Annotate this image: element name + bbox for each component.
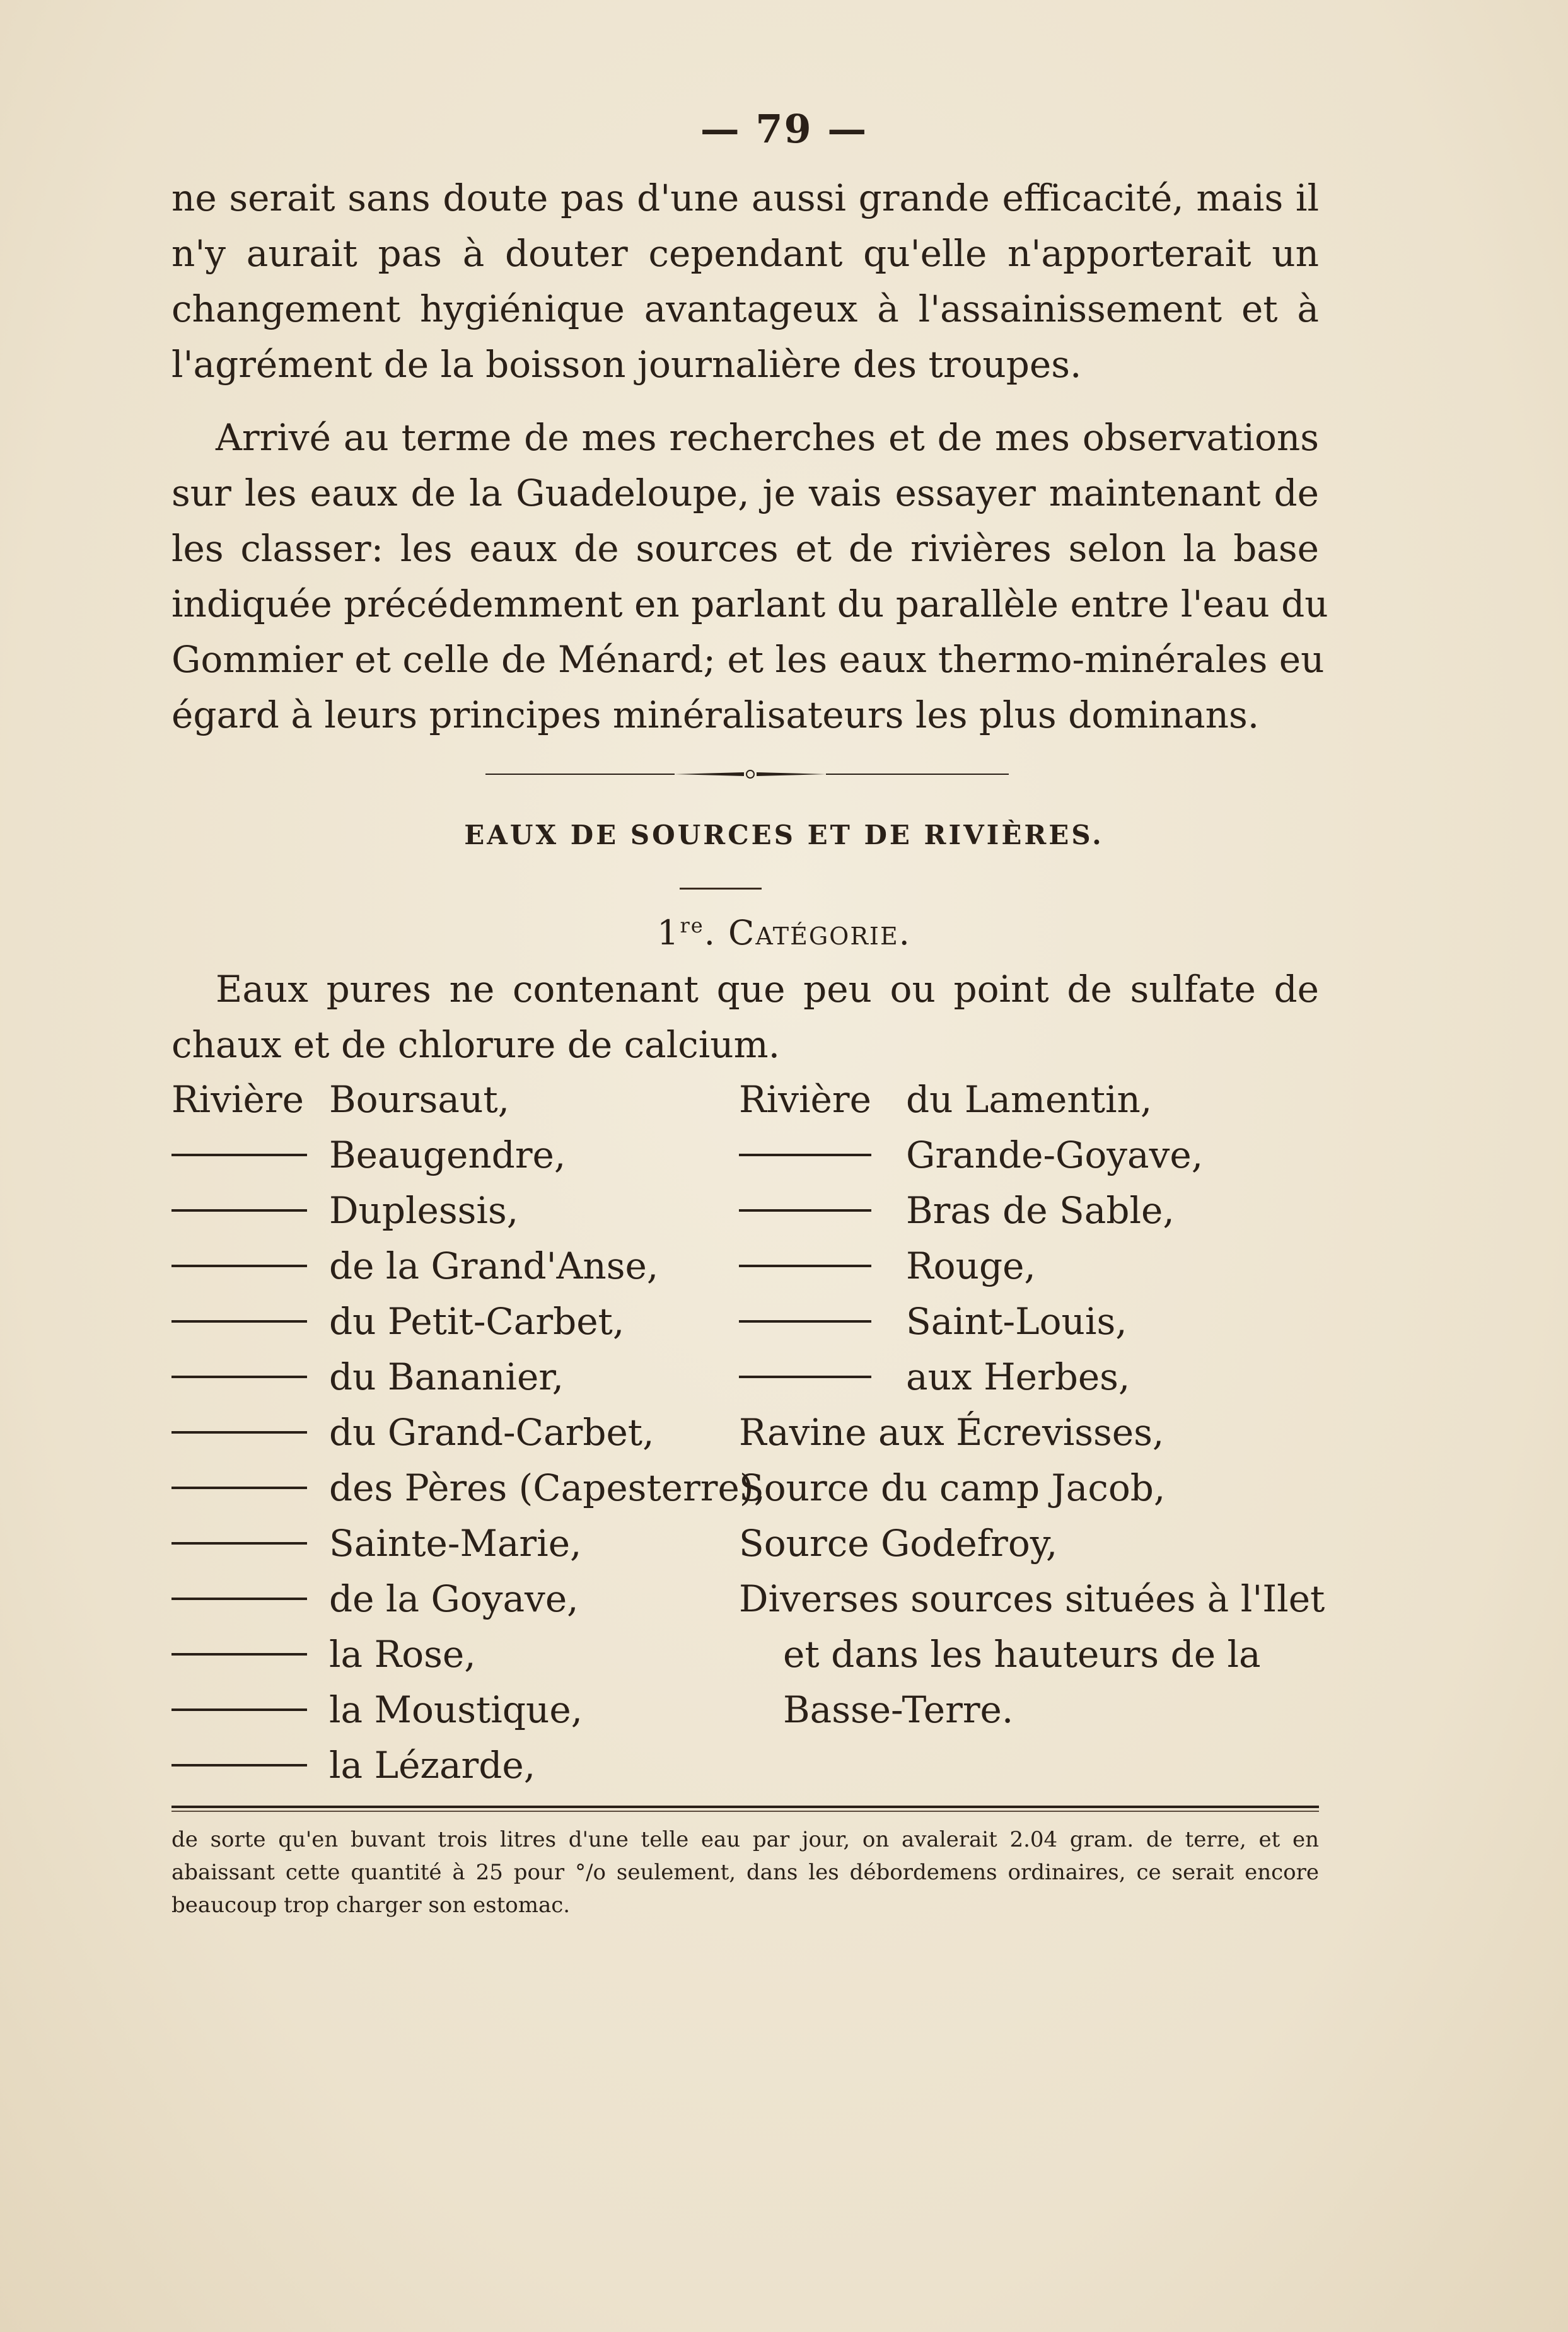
text-line: ne serait sans doute pas d'une aussi grande efficacité, mais il: [171, 177, 1319, 219]
source-name: Source du camp Jacob,: [739, 1466, 1166, 1509]
heading-underline: [680, 888, 762, 890]
list-item: [171, 1072, 739, 1127]
list-item: [171, 1516, 739, 1571]
list-item: [171, 1238, 739, 1294]
river-name: du Petit-Carbet,: [329, 1300, 625, 1343]
list-item: [171, 1460, 765, 1516]
river-name: des Pères (Capesterre),: [329, 1466, 765, 1509]
river-name: du Grand-Carbet,: [329, 1411, 654, 1454]
list-item: [171, 1405, 739, 1460]
list-item: [171, 1682, 739, 1737]
category-description: [171, 961, 1319, 1072]
river-name: Rouge,: [906, 1244, 1036, 1287]
river-name: du Bananier,: [329, 1355, 564, 1398]
source-name: Diverses sources situées à l'Ilet: [739, 1577, 1325, 1620]
list-item: [739, 1405, 1319, 1460]
list-item: [739, 1294, 1319, 1349]
river-name: Saint-Louis,: [906, 1300, 1127, 1343]
page-number: — 79 —: [700, 106, 868, 152]
text-line: Gommier et celle de Ménard; et les eaux thermo-minérales eu: [171, 638, 1325, 681]
ditto-dash: [171, 1320, 307, 1323]
list-item: [171, 1183, 739, 1238]
footnote-line: de sorte qu'en buvant trois litres d'une telle eau par jour, on avalerait 2.04 gram. de terre, et en: [171, 1827, 1319, 1852]
list-item: [171, 1349, 739, 1405]
list-item: [171, 1127, 739, 1183]
text-line: indiquée précédemment en parlant du parallèle entre l'eau du: [171, 583, 1328, 625]
river-name: Bras de Sable,: [906, 1189, 1175, 1232]
text-line: les classer: les eaux de sources et de rivières selon la base: [171, 527, 1319, 570]
river-label: Rivière: [739, 1078, 871, 1121]
text-line: Arrivé au terme de mes recherches et de mes observations: [216, 416, 1319, 459]
source-name: et dans les hauteurs de la: [783, 1633, 1261, 1676]
source-name: Basse-Terre.: [783, 1688, 1014, 1731]
river-name: de la Goyave,: [329, 1577, 579, 1620]
ditto-dash: [739, 1154, 871, 1156]
text-line: changement hygiénique avantageux à l'assainissement et à: [171, 287, 1319, 330]
ditto-dash: [739, 1265, 871, 1267]
ditto-dash: [171, 1653, 307, 1656]
left-column: [171, 1072, 765, 1793]
ditto-dash: [171, 1376, 307, 1378]
ditto-dash: [739, 1320, 871, 1323]
footnote-line: abaissant cette quantité à 25 pour °/o seulement, dans les débordemens ordinaires, ce serait encore: [171, 1860, 1319, 1885]
ditto-dash: [171, 1764, 307, 1766]
category-title: [0, 913, 1568, 953]
ditto-dash: [171, 1154, 307, 1156]
right-column: [739, 1072, 1325, 1737]
ditto-dash: [171, 1209, 307, 1212]
ditto-dash: [171, 1542, 307, 1545]
list-item: [739, 1571, 1325, 1627]
text-line: chaux et de chlorure de calcium.: [171, 1023, 781, 1066]
paragraph-continuation: [171, 170, 1319, 392]
ditto-dash: [171, 1265, 307, 1267]
ditto-dash: [739, 1209, 871, 1212]
footnote-rule-thin: [171, 1811, 1319, 1812]
text-line: égard à leurs principes minéralisateurs les plus dominans.: [171, 693, 1260, 736]
text-line: sur les eaux de la Guadeloupe, je vais essayer maintenant de: [171, 472, 1319, 514]
list-item: [171, 1294, 739, 1349]
river-name: de la Grand'Anse,: [329, 1244, 659, 1287]
footnote-rule: [171, 1806, 1319, 1808]
river-name: aux Herbes,: [906, 1355, 1130, 1398]
ditto-dash: [171, 1487, 307, 1489]
ditto-dash: [171, 1431, 307, 1434]
list-item: [171, 1571, 739, 1627]
list-item: [171, 1627, 739, 1682]
list-item: [171, 1737, 739, 1793]
river-name: Beaugendre,: [329, 1134, 566, 1176]
source-name: Source Godefroy,: [739, 1522, 1058, 1565]
footnote: [171, 1823, 1319, 1922]
river-name: Boursaut,: [329, 1078, 510, 1121]
ditto-dash: [171, 1598, 307, 1600]
ditto-dash: [739, 1376, 871, 1378]
list-item: [739, 1349, 1319, 1405]
river-name: la Lézarde,: [329, 1744, 536, 1787]
river-name: Sainte-Marie,: [329, 1522, 582, 1565]
category-superscript: re: [680, 914, 704, 937]
text-line: n'y aurait pas à douter cependant qu'elle n'apporterait un: [171, 232, 1319, 275]
paragraph-classification: [171, 410, 1328, 743]
river-name: la Rose,: [329, 1633, 476, 1676]
river-name: Duplessis,: [329, 1189, 519, 1232]
list-item: [739, 1183, 1319, 1238]
ornamental-divider: [485, 769, 1009, 779]
footnote-line: beaucoup trop charger son estomac.: [171, 1893, 571, 1918]
category-label: . Catégorie.: [704, 913, 911, 953]
category-number: 1: [657, 913, 680, 953]
river-label: Rivière: [171, 1078, 304, 1121]
section-heading: EAUX DE SOURCES ET DE RIVIÈRES.: [464, 820, 1104, 850]
list-item: [739, 1072, 1319, 1127]
river-name: du Lamentin,: [906, 1078, 1153, 1121]
list-item-continuation: [739, 1682, 1319, 1737]
text-line: Eaux pures ne contenant que peu ou point de sulfate de: [216, 968, 1319, 1011]
text-line: l'agrément de la boisson journalière des troupes.: [171, 343, 1082, 386]
list-item: [739, 1238, 1319, 1294]
river-name: Grande-Goyave,: [906, 1134, 1204, 1176]
list-item: [739, 1516, 1319, 1571]
source-name: Ravine aux Écrevisses,: [739, 1411, 1164, 1454]
list-item: [739, 1127, 1319, 1183]
list-item: [739, 1460, 1319, 1516]
ditto-dash: [171, 1708, 307, 1711]
list-item-continuation: [739, 1627, 1319, 1682]
river-name: la Moustique,: [329, 1688, 583, 1731]
